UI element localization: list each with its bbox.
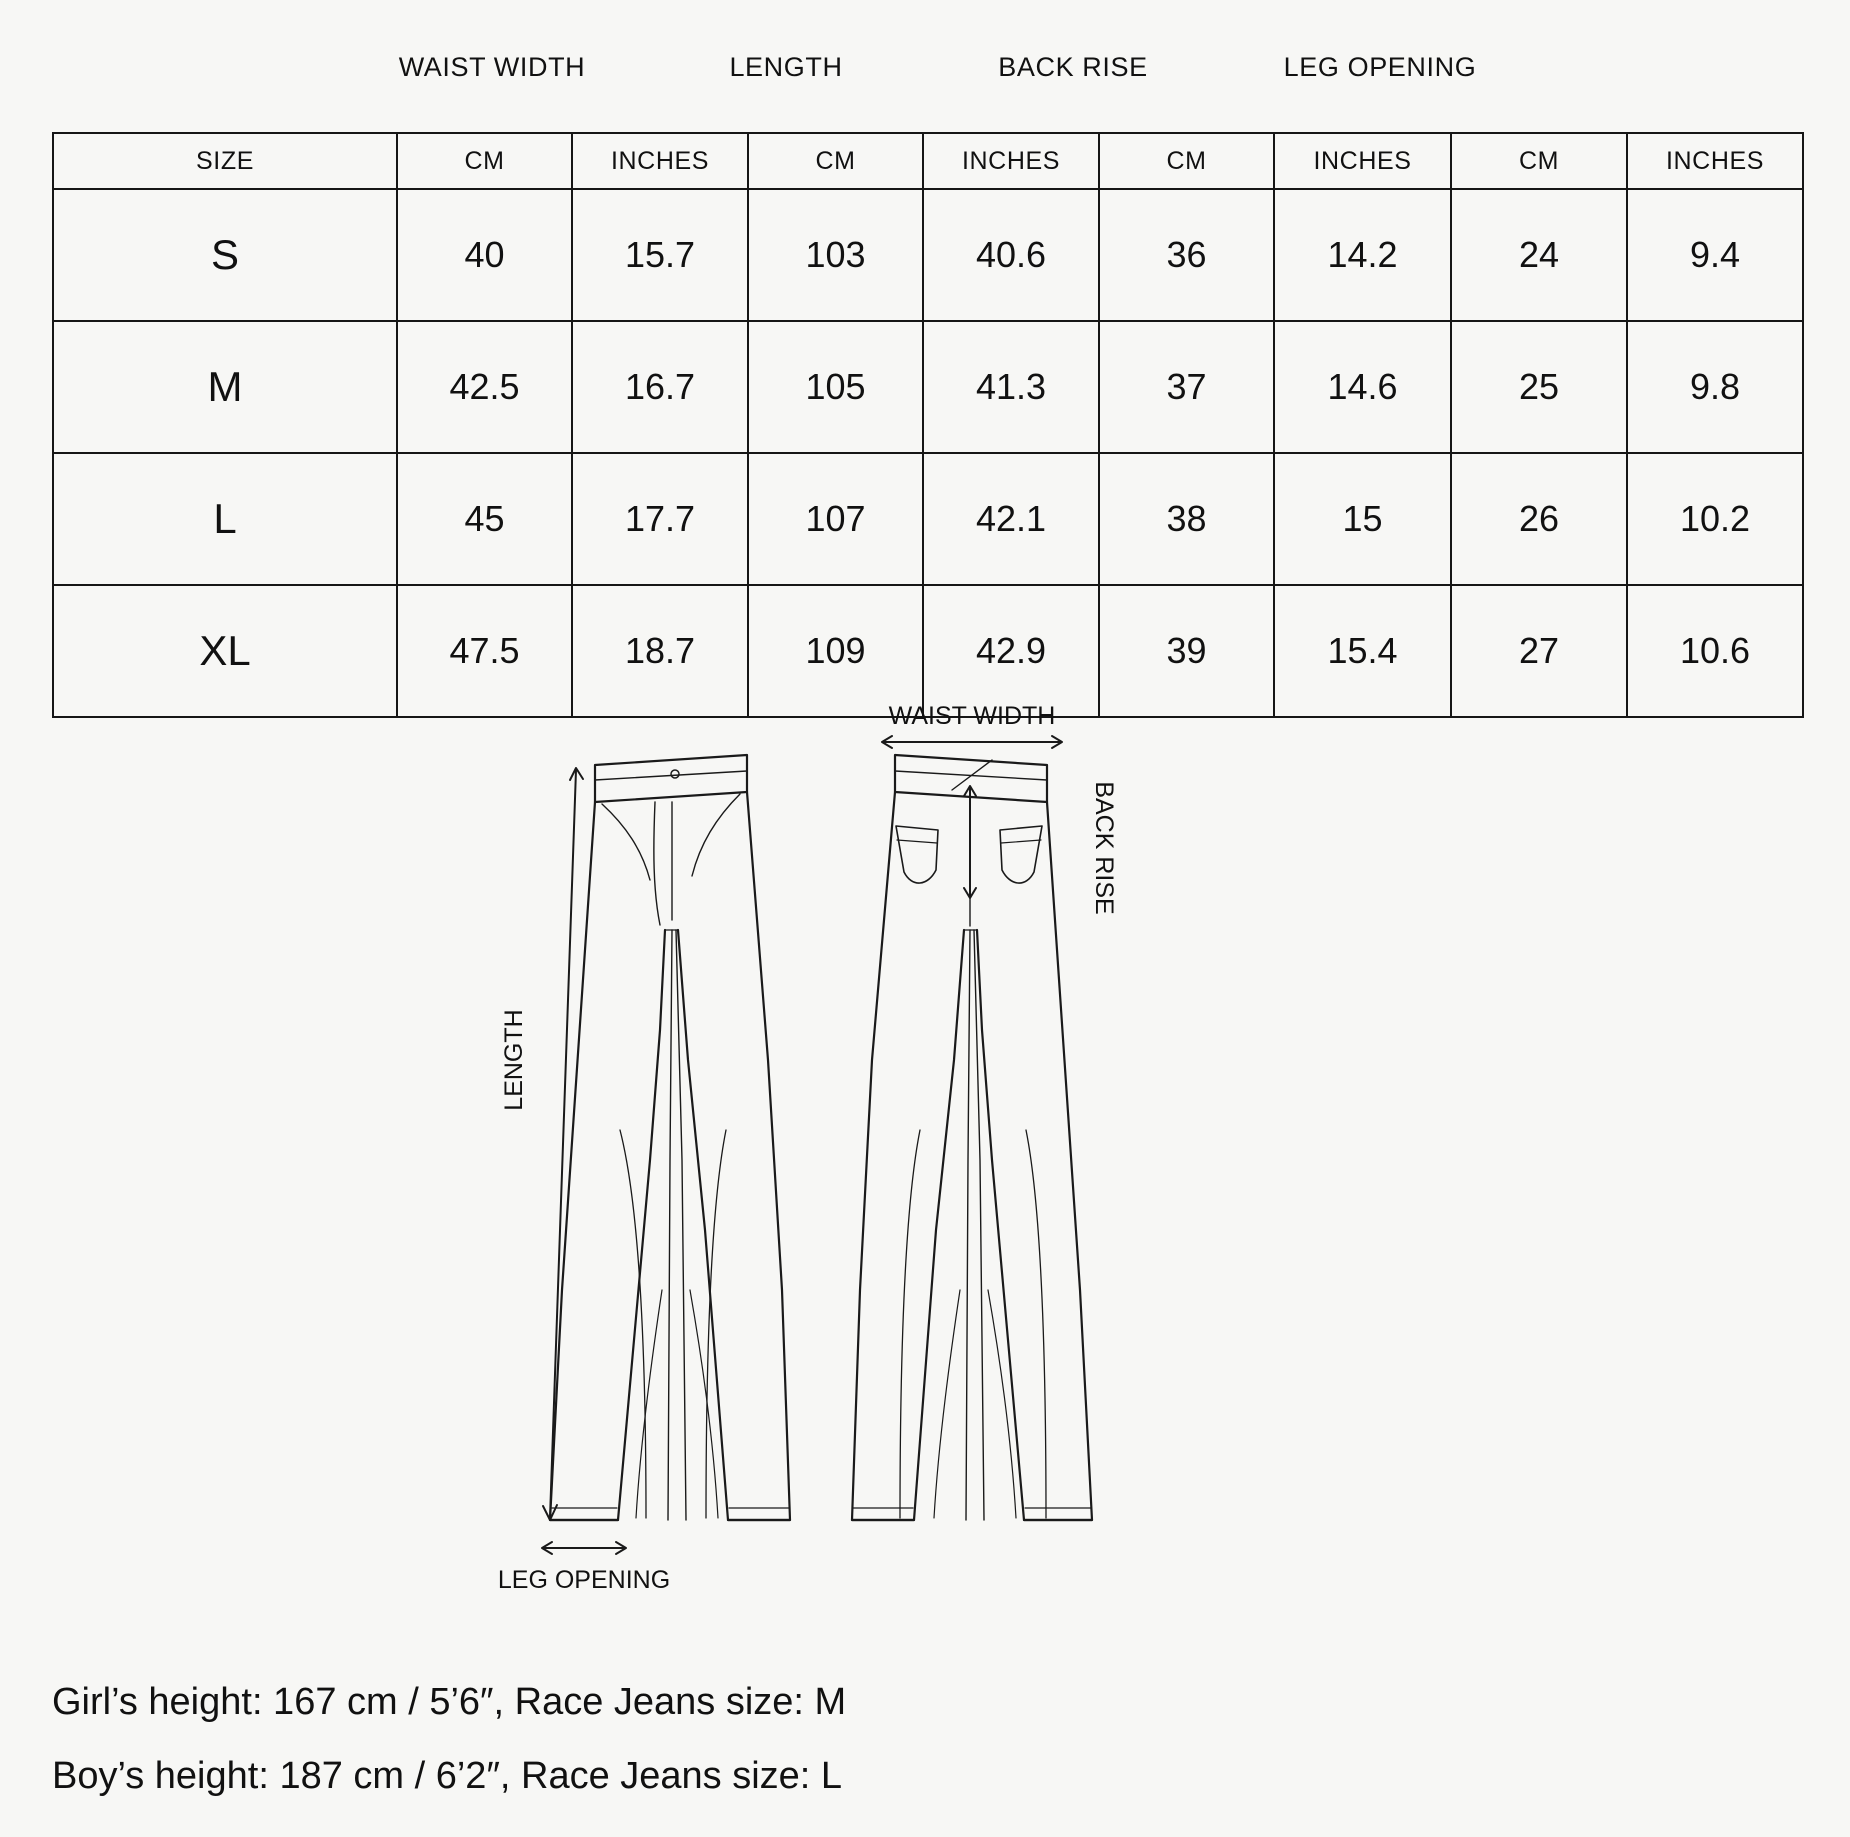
back-rise-arrow xyxy=(964,786,976,898)
cell-back-rise-cm: 37 xyxy=(1099,321,1274,453)
cell-leg-opening-inches: 10.6 xyxy=(1627,585,1803,717)
cell-leg-opening-cm: 26 xyxy=(1451,453,1627,585)
cell-waist-cm: 40 xyxy=(397,189,572,321)
table-row xyxy=(53,585,1803,717)
cell-leg-opening-inches: 9.8 xyxy=(1627,321,1803,453)
jeans-measurement-diagram xyxy=(497,702,1360,1594)
cell-back-rise-inches: 14.6 xyxy=(1274,321,1451,453)
column-header-length-cm: CM xyxy=(748,133,923,189)
cell-length-cm: 109 xyxy=(748,585,923,717)
height-footnotes xyxy=(52,1665,1352,1813)
cell-size: XL xyxy=(53,585,397,717)
cell-waist-inches: 17.7 xyxy=(572,453,748,585)
length-arrow xyxy=(543,768,583,1520)
size-table xyxy=(52,132,1804,718)
cell-length-cm: 107 xyxy=(748,453,923,585)
cell-leg-opening-cm: 24 xyxy=(1451,189,1627,321)
group-header-leg-opening: LEG OPENING xyxy=(1283,52,1477,82)
cell-back-rise-inches: 15.4 xyxy=(1274,585,1451,717)
column-header-waist-in: INCHES xyxy=(572,133,748,189)
column-header-size: SIZE xyxy=(53,133,397,189)
cell-back-rise-cm: 39 xyxy=(1099,585,1274,717)
column-header-length-in: INCHES xyxy=(923,133,1099,189)
cell-back-rise-inches: 15 xyxy=(1274,453,1451,585)
cell-size: L xyxy=(53,453,397,585)
footnote-girls-height: Girl’s height: 167 cm / 5’6″, Race Jeans size: M xyxy=(52,1681,847,1723)
cell-leg-opening-cm: 25 xyxy=(1451,321,1627,453)
cell-size: M xyxy=(53,321,397,453)
cell-length-inches: 42.9 xyxy=(923,585,1099,717)
waist-width-arrow xyxy=(882,736,1062,748)
table-header-row xyxy=(53,133,1803,189)
cell-waist-inches: 18.7 xyxy=(572,585,748,717)
cell-back-rise-cm: 38 xyxy=(1099,453,1274,585)
cell-waist-inches: 15.7 xyxy=(572,189,748,321)
cell-length-cm: 103 xyxy=(748,189,923,321)
cell-waist-cm: 47.5 xyxy=(397,585,572,717)
group-header-waist-width: WAIST WIDTH xyxy=(398,52,586,82)
cell-waist-inches: 16.7 xyxy=(572,321,748,453)
size-table-head xyxy=(53,133,1803,189)
cell-size: S xyxy=(53,189,397,321)
diagram-label-back-rise: BACK RISE xyxy=(1090,781,1118,915)
measurement-annotations xyxy=(542,736,1062,1554)
cell-length-inches: 40.6 xyxy=(923,189,1099,321)
measurement-group-headers xyxy=(0,52,1850,98)
group-header-back-rise: BACK RISE xyxy=(998,52,1148,82)
leg-opening-arrow xyxy=(542,1542,626,1554)
size-table-body xyxy=(53,189,1803,717)
cell-leg-opening-inches: 10.2 xyxy=(1627,453,1803,585)
cell-waist-cm: 42.5 xyxy=(397,321,572,453)
cell-length-inches: 42.1 xyxy=(923,453,1099,585)
diagram-label-leg-opening: LEG OPENING xyxy=(497,1566,671,1594)
cell-waist-cm: 45 xyxy=(397,453,572,585)
column-header-waist-cm: CM xyxy=(397,133,572,189)
jeans-front-view xyxy=(550,755,790,1520)
jeans-back-view xyxy=(852,755,1092,1520)
column-header-opening-cm: CM xyxy=(1451,133,1627,189)
diagram-label-waist-width: WAIST WIDTH xyxy=(888,702,1056,730)
column-header-rise-cm: CM xyxy=(1099,133,1274,189)
cell-length-inches: 41.3 xyxy=(923,321,1099,453)
column-header-opening-in: INCHES xyxy=(1627,133,1803,189)
table-row xyxy=(53,189,1803,321)
footnote-boys-height: Boy’s height: 187 cm / 6’2″, Race Jeans size: L xyxy=(52,1755,843,1797)
cell-back-rise-cm: 36 xyxy=(1099,189,1274,321)
diagram-label-length: LENGTH xyxy=(500,1009,528,1111)
group-header-length: LENGTH xyxy=(729,52,843,82)
cell-length-cm: 105 xyxy=(748,321,923,453)
cell-leg-opening-inches: 9.4 xyxy=(1627,189,1803,321)
table-row xyxy=(53,453,1803,585)
cell-leg-opening-cm: 27 xyxy=(1451,585,1627,717)
cell-back-rise-inches: 14.2 xyxy=(1274,189,1451,321)
table-row xyxy=(53,321,1803,453)
column-header-rise-in: INCHES xyxy=(1274,133,1451,189)
